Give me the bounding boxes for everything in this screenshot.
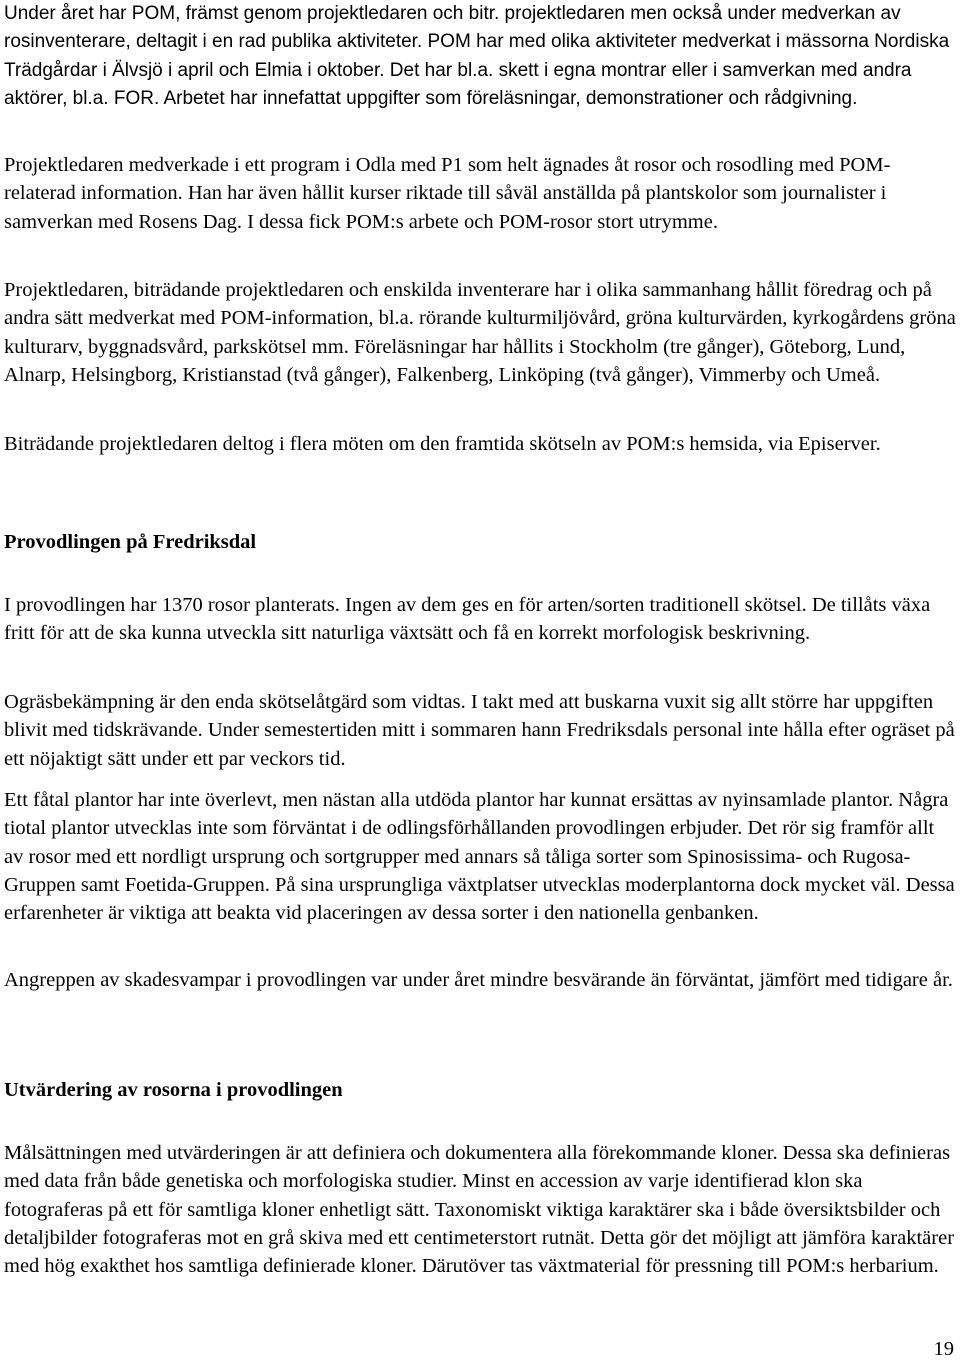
heading-utvardering: Utvärdering av rosorna i provodlingen: [4, 1079, 343, 1101]
paragraph-planted-roses: I provodlingen har 1370 rosor planterats. Ingen av dem ges en för arten/sorten traditionell skötsel. De tillåts växa fritt för att de ska kunna utveckla sitt naturliga växtsätt och få en korrekt morfologisk beskrivning.: [4, 594, 931, 645]
paragraph-website: Biträdande projektledaren deltog i flera möten om den framtida skötseln av POM:s hemsida, via Episerver.: [4, 433, 881, 455]
paragraph-lectures: Projektledaren, biträdande projektledaren och enskilda inventerare har i olika sammanhang hållit föredrag och på andra sätt medverkat med POM-information, bl.a. rörande kulturmiljövård, gröna kulturvärden, kyrkogårdens gröna kulturarv, byggnadsvård, parkskötsel mm. Föreläsningar har hållits i Stockholm (tre gånger), Göteborg, Lund, Alnarp, Helsingborg, Kristianstad (två gånger), Falkenberg, Linköping (två gånger), Vimmerby och Umeå.: [4, 279, 956, 386]
paragraph-radio-program: Projektledaren medverkade i ett program i Odla med P1 som helt ägnades åt rosor och rosodling med POM-relaterad information. Han har även hållit kurser riktade till såväl anställda på plantskolor som journalister i samverkan med Rosens Dag. I dessa fick POM:s arbete och POM-rosor stort utrymme.: [4, 154, 891, 233]
paragraph-public-activities: Under året har POM, främst genom projektledaren och bitr. projektledaren men också under medverkan av rosinventerare, deltagit i en rad publika aktiviteter. POM har med olika aktiviteter medverkat i mässorna Nordiska Trädgårdar i Älvsjö i april och Elmia i oktober. Det har bl.a. skett i egna montrar eller i samverkan med andra aktörer, bl.a. FOR. Arbetet har innefattat uppgifter som föreläsningar, demonstrationer och rådgivning.: [4, 3, 950, 109]
paragraph-evaluation-goal: Målsättningen med utvärderingen är att definiera och dokumentera alla förekommande kloner. Dessa ska definieras med data från både genetiska och morfologiska studier. Minst en accession av varje identifierad klon ska fotograferas på ett för samtliga kloner enhetligt sätt. Taxonomiskt viktiga karaktärer ska i både översiktsbilder och detaljbilder fotograferas mot en grå skiva med ett centimeterstort rutnät. Detta gör det möjligt att jämföra karaktärer med hög exakthet hos samtliga definierade kloner. Därutöver tas växtmaterial för pressning till POM:s herbarium.: [4, 1142, 955, 1278]
heading-provodlingen: Provodlingen på Fredriksdal: [4, 531, 257, 553]
paragraph-fungal-attacks: Angreppen av skadesvampar i provodlingen var under året mindre besvärande än förväntat, jämfört med tidigare år.: [4, 969, 953, 991]
paragraph-plant-survival: Ett fåtal plantor har inte överlevt, men nästan alla utdöda plantor har kunnat ersättas av nyinsamlade plantor. Några tiotal plantor utvecklas inte som förväntat i de odlingsförhållanden provodlingen erbjuder. Det rör sig framför allt av rosor med ett nordligt ursprung och sortgrupper med annars så tåliga sorter som Spinosissima- och Rugosa-Gruppen samt Foetida-Gruppen. På sina ursprungliga växtplatser utvecklas moderplantorna dock mycket väl. Dessa erfarenheter är viktiga att beakta vid placeringen av dessa sorter i den nationella genbanken.: [4, 789, 955, 925]
page-number: 19: [933, 1338, 954, 1360]
paragraph-weed-control: Ogräsbekämpning är den enda skötselåtgärd som vidtas. I takt med att buskarna vuxit sig allt större har uppgiften blivit med tidskrävande. Under semestertiden mitt i sommaren hann Fredriksdals personal inte hålla efter ogräset på ett nöjaktigt sätt under ett par veckors tid.: [4, 691, 955, 770]
